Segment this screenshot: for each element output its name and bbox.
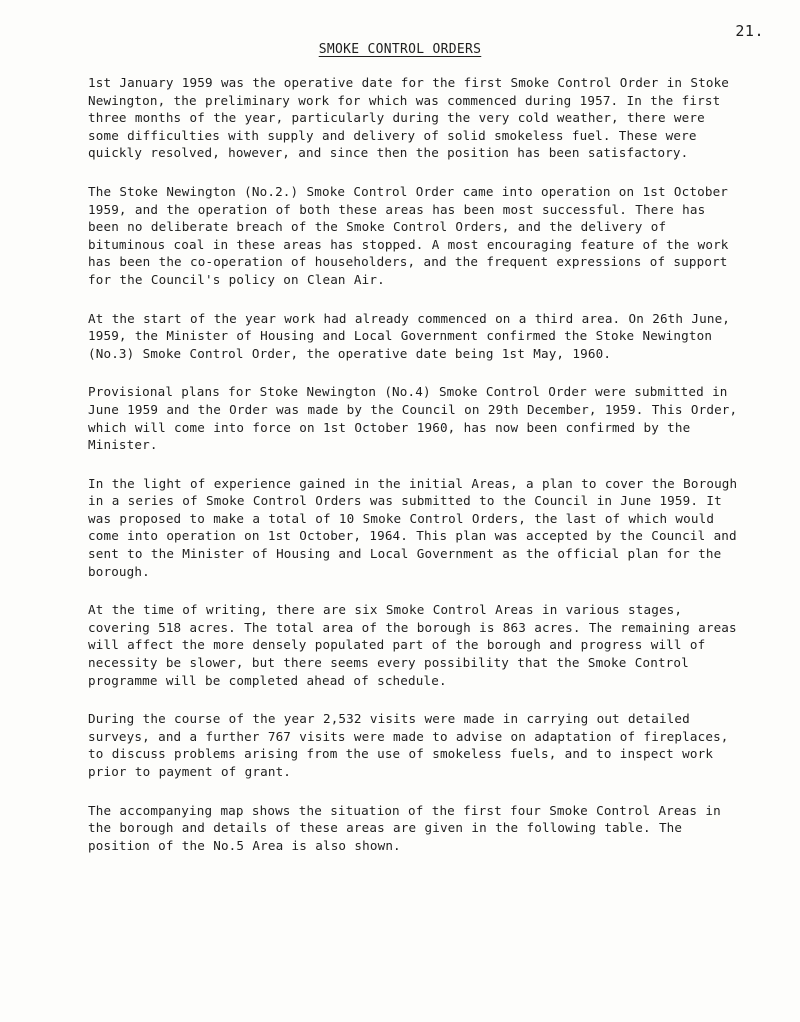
page-title-text: SMOKE CONTROL ORDERS bbox=[318, 42, 482, 57]
paragraph: 1st January 1959 was the operative date for the first Smoke Control Order in Stoke Newington, the preliminary work for which was commenced during 1957. In the first three months of the year, particularly during the very cold weather, there were some difficulties with supply and delivery of solid smokeless fuel. These were quickly resolved, however, and since then the position has been satisfactory. bbox=[88, 75, 730, 161]
paragraph: The accompanying map shows the situation of the first four Smoke Control Areas in the borough and details of these areas are given in the following table. The position of the No.5 Area is also shown. bbox=[88, 802, 721, 853]
paragraph: The Stoke Newington (No.2.) Smoke Control Order came into operation on 1st October 1959, and the operation of both these areas has been most successful. There has been no deliberate breach of the Smoke Control Orders, and the delivery of bituminous coal in these areas has stopped. A most encouraging feature of the work has been the co-operation of householders, and the frequent expressions of support for the Council's policy on Clean Air. bbox=[88, 183, 729, 287]
page-number: 21. bbox=[735, 22, 764, 40]
paragraph: In the light of experience gained in the initial Areas, a plan to cover the Borough in a series of Smoke Control Orders was submitted to the Council in June 1959. It was proposed to make a total of 10 Smoke Control Orders, the last of which would come into operation on 1st October, 1964. This plan was accepted by the Council and sent to the Minister of Housing and Local Government as the official plan for the borough. bbox=[88, 475, 738, 579]
paragraph: During the course of the year 2,532 visits were made in carrying out detailed surveys, and a further 767 visits were made to advise on adaptation of fireplaces, to discuss problems arising from the use of smokeless fuels, and to inspect work prior to payment of grant. bbox=[88, 711, 729, 779]
document-body bbox=[88, 74, 738, 854]
paragraph: At the time of writing, there are six Smoke Control Areas in various stages, covering 518 acres. The total area of the borough is 863 acres. The remaining areas will affect the more densely populated part of the borough and progress will of necessity be slower, but there seems every possibility that the Smoke Control programme will be completed ahead of schedule. bbox=[88, 602, 737, 688]
paragraph: Provisional plans for Stoke Newington (No.4) Smoke Control Order were submitted in June 1959 and the Order was made by the Council on 29th December, 1959. This Order, which will come into force on 1st October 1960, has now been confirmed by the Minister. bbox=[88, 384, 738, 453]
paragraph: At the start of the year work had already commenced on a third area. On 26th June, 1959, the Minister of Housing and Local Government confirmed the Stoke Newington (No.3) Smoke Control Order, the operative date being 1st May, 1960. bbox=[88, 310, 731, 361]
page-title bbox=[0, 42, 800, 57]
